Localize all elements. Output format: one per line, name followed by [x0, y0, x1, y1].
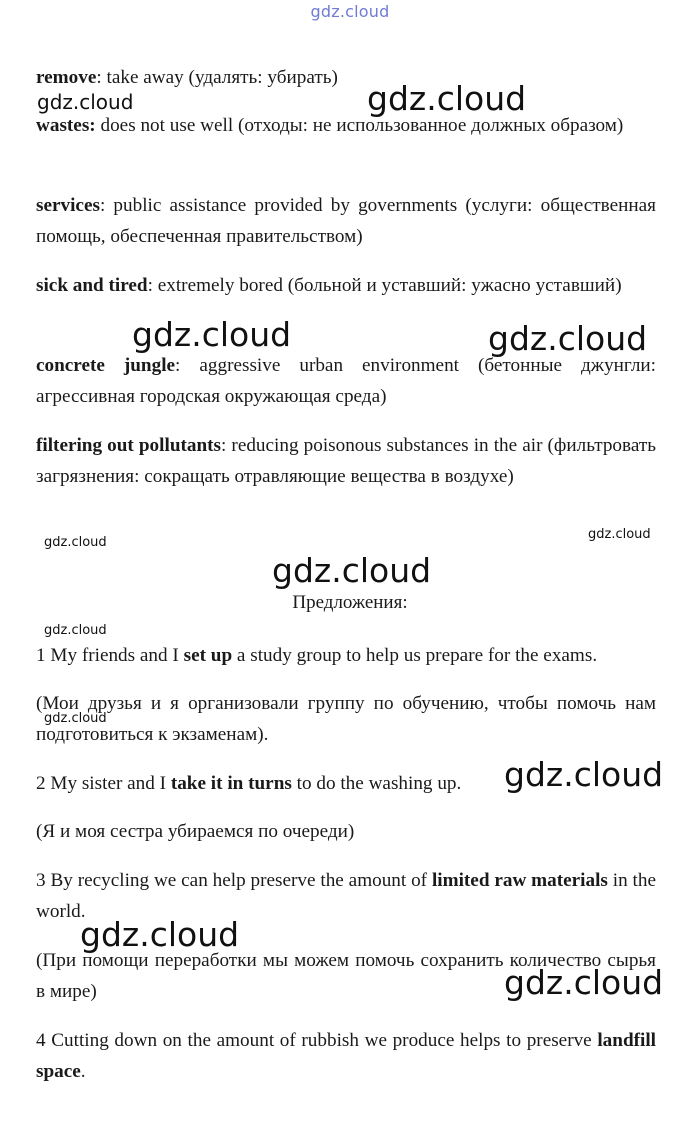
sentence-2: 2 My sister and I take it in turns to do the washing up. — [36, 773, 462, 794]
sentence-key-phrase: landfill space — [36, 1030, 656, 1082]
sentence-2-translation: (Я и моя сестра убираемся по очереди) — [36, 821, 355, 842]
watermark: gdz.cloud — [272, 551, 432, 590]
watermark: gdz.cloud — [80, 915, 240, 954]
vocab-entry-filtering-out-pollutants: filtering out pollutants: reducing poisonous substances in the air (фильтровать загрязнения: сокращать отравляющие вещества в воздухе) — [36, 435, 656, 487]
watermark: gdz.cloud — [44, 711, 107, 726]
sentence-key-phrase: set up — [183, 645, 233, 666]
sentence-1: 1 My friends and I set up a study group to help us prepare for the exams. — [36, 645, 598, 666]
vocab-term: filtering out pollutants — [36, 435, 221, 456]
watermark: gdz.cloud — [588, 527, 651, 542]
sentence-3-translation: (При помощи переработки мы можем помочь сохранить количество сырья в мире) — [36, 950, 656, 1002]
vocab-term: concrete jungle — [36, 355, 176, 376]
vocab-term: remove — [36, 67, 97, 88]
vocab-definition: take away (удалять: убирать) — [101, 67, 338, 88]
vocab-term: services — [36, 195, 100, 216]
vocab-definition: extremely bored (больной и уставший: ужасно уставший) — [152, 275, 622, 296]
vocab-definition: public assistance provided by governments (услуги: общественная помощь, обеспеченная правительством) — [36, 195, 656, 247]
sentence-3: 3 By recycling we can help preserve the amount of limited raw materials in the world. — [36, 870, 656, 922]
vocab-definition: does not use well (отходы: не использованное должных образом) — [95, 115, 624, 136]
vocab-term: wastes: — [36, 115, 96, 136]
vocab-definition: aggressive urban environment (бетонные джунгли: агрессивная городская окружающая среда) — [36, 355, 656, 407]
watermark: gdz.cloud — [488, 319, 648, 358]
header-watermark: gdz.cloud — [310, 2, 390, 21]
watermark: gdz.cloud — [44, 623, 107, 638]
vocab-term: sick and tired — [36, 275, 148, 296]
sentences-heading: Предложения: — [292, 592, 408, 613]
vocab-entry-remove: remove: take away (удалять: убирать) — [36, 67, 338, 88]
vocab-entry-sick-and-tired: sick and tired: extremely bored (больной и уставший: ужасно уставший) — [36, 275, 622, 296]
sentence-1-translation: (Мои друзья и я организовали группу по обучению, чтобы помочь нам подготовиться к экзаменам). — [36, 693, 656, 745]
watermark: gdz.cloud — [504, 755, 664, 794]
sentence-4: 4 Cutting down on the amount of rubbish we produce helps to preserve landfill space. — [36, 1030, 656, 1082]
watermark: gdz.cloud — [504, 963, 664, 1002]
vocab-entry-services: services: public assistance provided by governments (услуги: общественная помощь, обеспеченная правительством) — [36, 195, 656, 247]
watermark: gdz.cloud — [132, 315, 292, 354]
sentence-key-phrase: limited raw materials — [431, 870, 608, 891]
watermark: gdz.cloud — [44, 535, 107, 550]
vocab-entry-wastes — [36, 110, 656, 141]
vocab-entry-concrete-jungle: concrete jungle: aggressive urban environment (бетонные джунгли: агрессивная городская окружающая среда) — [36, 355, 656, 407]
sentence-key-phrase: take it in turns — [170, 773, 292, 794]
watermark: gdz.cloud — [37, 90, 134, 114]
vocab-definition: reducing poisonous substances in the air (фильтровать загрязнения: сокращать отравляющие вещества в воздухе) — [36, 435, 656, 487]
watermark: gdz.cloud — [367, 79, 527, 118]
